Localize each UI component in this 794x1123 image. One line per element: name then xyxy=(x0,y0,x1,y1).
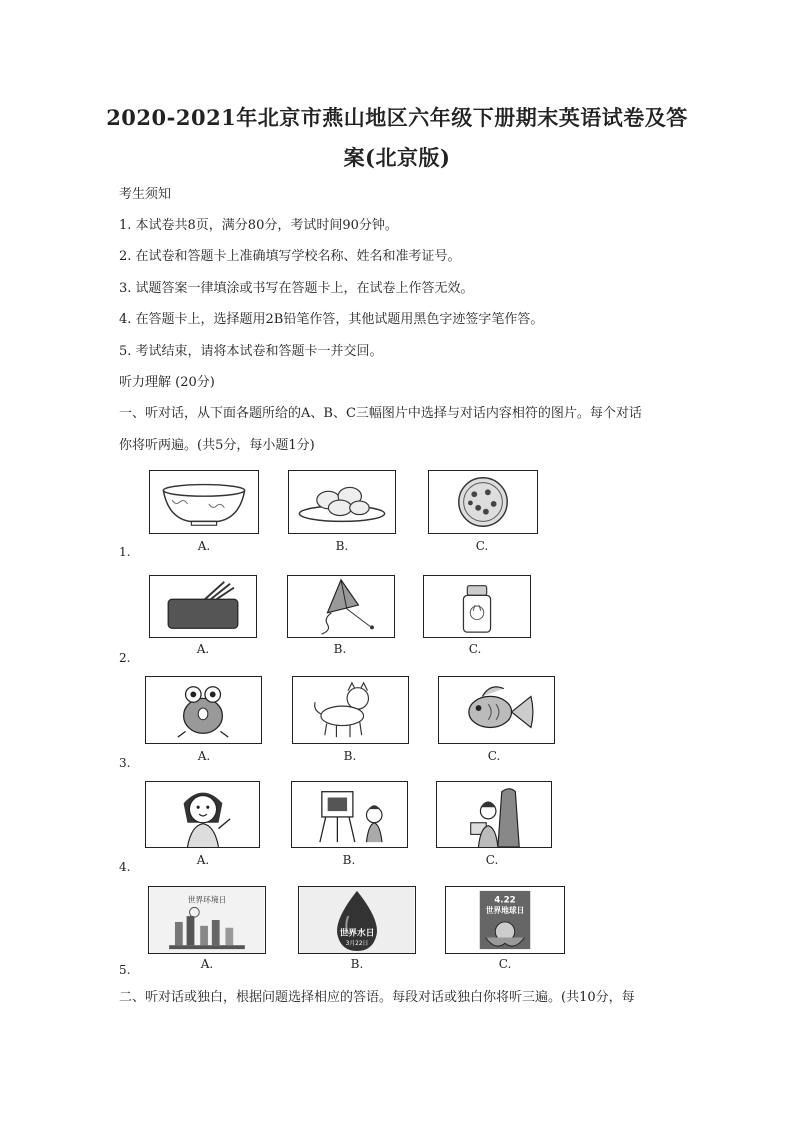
page-title xyxy=(100,98,694,178)
bowl-icon[interactable] xyxy=(149,470,259,534)
notice-item-1: 1. 本试卷共8页，满分80分，考试时间90分钟。 xyxy=(119,218,398,233)
dumplings-icon[interactable] xyxy=(288,470,396,534)
poster-c-title: 世界地球日 xyxy=(485,906,525,916)
notice-item-2: 2. 在试卷和答题卡上准确填写学校名称、姓名和准考证号。 xyxy=(119,249,461,264)
cat-icon[interactable] xyxy=(292,676,409,744)
part1-instructions-line-2: 你将听两遍。(共5分，每小题1分) xyxy=(119,438,315,453)
question-number: 1. xyxy=(119,545,131,559)
pencil-case-icon[interactable] xyxy=(149,575,257,638)
listening-heading: 听力理解 (20分) xyxy=(119,375,215,390)
option-label: B. xyxy=(333,642,347,656)
option-label: B. xyxy=(350,957,364,971)
poster-c-date: 4.22 xyxy=(494,895,516,906)
option-label: C. xyxy=(498,957,512,971)
question-number: 5. xyxy=(119,963,131,977)
part2-instructions-line-1: 二、听对话或独白，根据问题选择相应的答语。每段对话或独白你将听三遍。(共10分，每 xyxy=(119,990,635,1005)
girl-painting-icon[interactable] xyxy=(291,781,408,848)
question-number: 3. xyxy=(119,756,131,770)
option-label: B. xyxy=(342,853,356,867)
option-label: A. xyxy=(197,539,211,553)
question-number: 2. xyxy=(119,651,131,665)
water-day-poster-icon[interactable] xyxy=(298,886,416,954)
option-label: A. xyxy=(197,749,211,763)
environment-day-poster-icon[interactable] xyxy=(148,886,266,954)
option-label: C. xyxy=(468,642,482,656)
option-label: C. xyxy=(475,539,489,553)
title-line-1: 2020-2021年北京市燕山地区六年级下册期末英语试卷及答 xyxy=(106,105,688,130)
poster-b-date: 3月22日 xyxy=(345,941,369,948)
part1-instructions-line-1: 一、听对话，从下面各题所给的A、B、C三幅图片中选择与对话内容相符的图片。每个对话 xyxy=(119,406,642,421)
frog-icon[interactable] xyxy=(145,676,262,744)
option-label: A. xyxy=(196,642,210,656)
poster-b-title: 世界水日 xyxy=(339,928,375,939)
notice-item-5: 5. 考试结束，请将本试卷和答题卡一并交回。 xyxy=(119,344,383,359)
poster-a-title: 世界环境日 xyxy=(187,895,227,905)
option-label: B. xyxy=(343,749,357,763)
question-number: 4. xyxy=(119,860,131,874)
goldfish-icon[interactable] xyxy=(438,676,555,744)
kite-icon[interactable] xyxy=(287,575,395,638)
notice-item-3: 3. 试题答案一律填涂或书写在答题卡上，在试卷上作答无效。 xyxy=(119,281,474,296)
earth-day-poster-icon[interactable] xyxy=(445,886,565,954)
notice-heading: 考生须知 xyxy=(119,187,172,202)
girl-talking-icon[interactable] xyxy=(145,781,260,848)
option-label: B. xyxy=(335,539,349,553)
notice-item-4: 4. 在答题卡上，选择题用2B铅笔作答，其他试题用黑色字迹签字笔作答。 xyxy=(119,312,544,327)
water-bottle-icon[interactable] xyxy=(423,575,531,638)
title-line-2: 案(北京版) xyxy=(343,145,451,170)
option-label: C. xyxy=(485,853,499,867)
option-label: A. xyxy=(196,853,210,867)
option-label: A. xyxy=(200,957,214,971)
girl-reading-under-tree-icon[interactable] xyxy=(436,781,552,848)
pizza-icon[interactable] xyxy=(428,470,538,534)
option-label: C. xyxy=(487,749,501,763)
